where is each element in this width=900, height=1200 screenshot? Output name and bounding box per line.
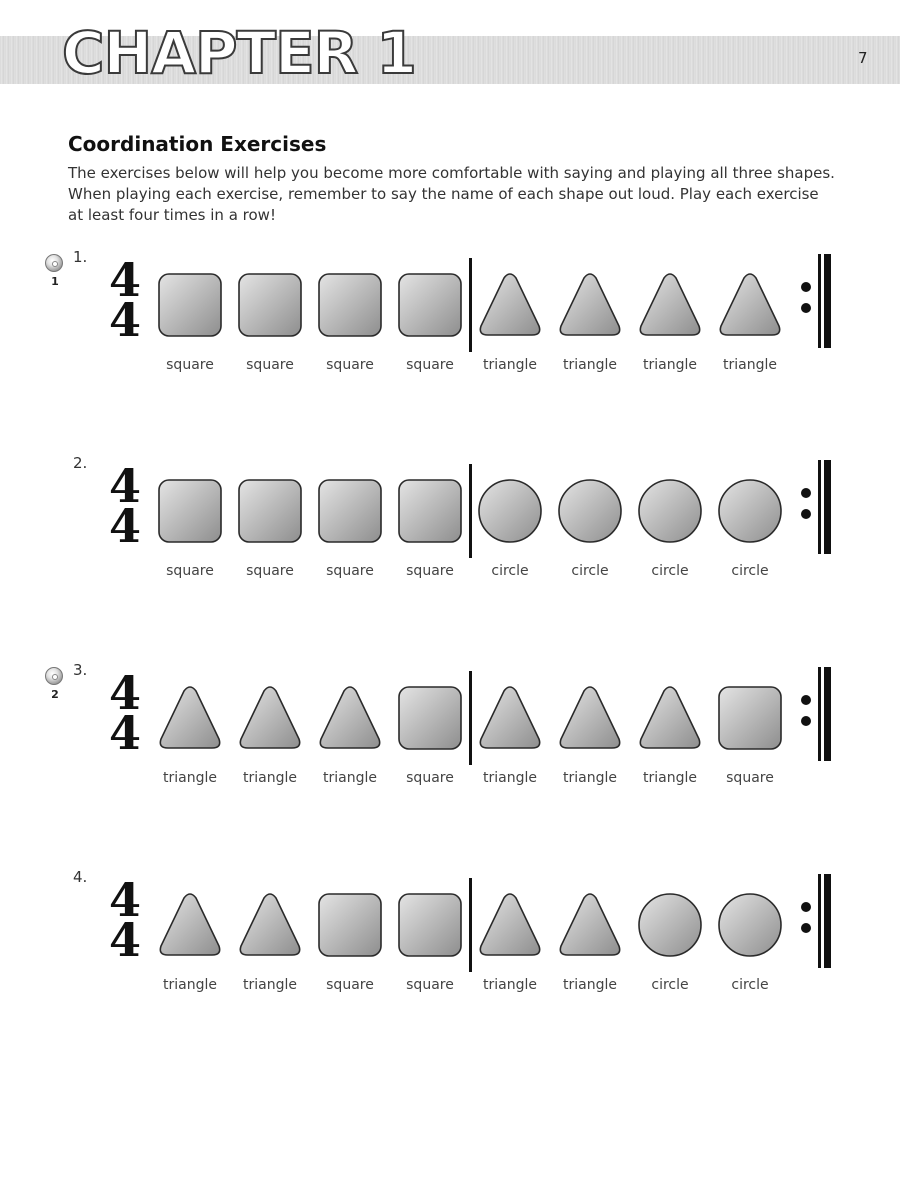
exercise-1 xyxy=(0,246,900,396)
triangle-icon xyxy=(317,685,383,751)
time-signature xyxy=(106,253,144,347)
triangle-shape xyxy=(480,687,539,748)
circle-shape xyxy=(479,480,541,542)
beat-label: triangle xyxy=(643,357,697,373)
triangle-shape xyxy=(640,687,699,748)
square-icon xyxy=(397,892,463,958)
beat-label: square xyxy=(406,977,454,993)
time-signature-bottom: 4 xyxy=(108,499,141,553)
triangle-shape xyxy=(560,894,619,955)
beat-label: square xyxy=(166,563,214,579)
triangle-icon xyxy=(157,685,223,751)
beat-label: circle xyxy=(571,563,609,579)
exercise-4 xyxy=(0,866,900,1016)
repeat-barline-thick xyxy=(824,667,831,761)
intro-paragraph: The exercises below will help you become more comfortable with saying and playing all three shapes. When playing each exercise, remember to say the name of each shape out loud. Play each exercise at least four times in a row! xyxy=(68,164,835,224)
track-number: 2 xyxy=(51,688,59,701)
circle-shape xyxy=(719,894,781,956)
square-icon xyxy=(237,272,303,338)
square-icon xyxy=(317,892,383,958)
square-icon xyxy=(237,478,303,544)
beat-label: square xyxy=(166,357,214,373)
beat-label: square xyxy=(326,563,374,579)
triangle-shape xyxy=(240,894,299,955)
circle-icon xyxy=(717,478,783,544)
bar-line xyxy=(469,671,472,765)
repeat-barline-thick xyxy=(824,874,831,968)
bar-line xyxy=(469,464,472,558)
triangle-shape xyxy=(320,687,379,748)
time-signature-top: 4 xyxy=(108,873,141,927)
beat-label: square xyxy=(326,357,374,373)
time-signature-top: 4 xyxy=(108,253,141,307)
square-shape xyxy=(319,274,381,336)
triangle-shape xyxy=(560,687,619,748)
triangle-icon xyxy=(477,892,543,958)
cd-icon[interactable] xyxy=(45,667,63,685)
triangle-icon xyxy=(717,272,783,338)
circle-icon xyxy=(557,478,623,544)
circle-icon xyxy=(717,892,783,958)
triangle-icon xyxy=(557,685,623,751)
square-shape xyxy=(719,687,781,749)
beat-label: triangle xyxy=(723,357,777,373)
track-number: 1 xyxy=(51,275,59,288)
beat-label: triangle xyxy=(563,770,617,786)
time-signature-bottom: 4 xyxy=(108,706,141,760)
beat-label: square xyxy=(406,770,454,786)
beat-label: triangle xyxy=(643,770,697,786)
square-shape xyxy=(399,687,461,749)
square-shape xyxy=(159,274,221,336)
time-signature xyxy=(106,873,144,967)
cd-icon[interactable] xyxy=(45,254,63,272)
circle-shape xyxy=(719,480,781,542)
triangle-shape xyxy=(560,274,619,335)
circle-icon xyxy=(637,478,703,544)
square-shape xyxy=(399,480,461,542)
triangle-icon xyxy=(557,272,623,338)
square-shape xyxy=(319,480,381,542)
beat-label: square xyxy=(406,563,454,579)
beat-label: square xyxy=(246,563,294,579)
beat-label: circle xyxy=(731,563,769,579)
triangle-shape xyxy=(480,894,539,955)
triangle-shape xyxy=(160,894,219,955)
exercise-3 xyxy=(0,659,900,809)
beat-label: triangle xyxy=(163,977,217,993)
page-number: 7 xyxy=(858,49,868,67)
time-signature-top: 4 xyxy=(108,459,141,513)
time-signature-top: 4 xyxy=(108,666,141,720)
triangle-shape xyxy=(480,274,539,335)
square-icon xyxy=(157,478,223,544)
exercise-number: 4. xyxy=(73,868,88,886)
circle-shape xyxy=(639,480,701,542)
repeat-barline-thick xyxy=(824,254,831,348)
triangle-icon xyxy=(637,685,703,751)
beat-label: triangle xyxy=(563,357,617,373)
beat-label: triangle xyxy=(483,770,537,786)
square-shape xyxy=(319,894,381,956)
circle-shape xyxy=(639,894,701,956)
square-icon xyxy=(397,685,463,751)
repeat-sign-dots xyxy=(801,282,811,332)
square-shape xyxy=(159,480,221,542)
exercise-number: 1. xyxy=(73,248,88,266)
repeat-sign-dots xyxy=(801,488,811,538)
triangle-shape xyxy=(160,687,219,748)
triangle-icon xyxy=(637,272,703,338)
section-title: Coordination Exercises xyxy=(68,132,327,156)
time-signature xyxy=(106,666,144,760)
square-icon xyxy=(317,272,383,338)
beat-label: circle xyxy=(651,977,689,993)
beat-label: triangle xyxy=(323,770,377,786)
square-icon xyxy=(397,478,463,544)
beat-label: circle xyxy=(651,563,689,579)
beat-label: triangle xyxy=(243,977,297,993)
repeat-barline-thick xyxy=(824,460,831,554)
triangle-shape xyxy=(720,274,779,335)
circle-icon xyxy=(637,892,703,958)
square-shape xyxy=(399,274,461,336)
repeat-barline-thin xyxy=(818,874,821,968)
square-icon xyxy=(717,685,783,751)
circle-shape xyxy=(559,480,621,542)
square-icon xyxy=(157,272,223,338)
time-signature-bottom: 4 xyxy=(108,293,141,347)
square-shape xyxy=(399,894,461,956)
beat-label: triangle xyxy=(563,977,617,993)
beat-label: triangle xyxy=(163,770,217,786)
exercise-2 xyxy=(0,452,900,602)
beat-label: triangle xyxy=(483,977,537,993)
chapter-title: CHAPTER 1 xyxy=(62,19,416,87)
repeat-barline-thin xyxy=(818,460,821,554)
beat-label: square xyxy=(406,357,454,373)
bar-line xyxy=(469,258,472,352)
beat-label: square xyxy=(726,770,774,786)
triangle-icon xyxy=(237,892,303,958)
triangle-shape xyxy=(240,687,299,748)
triangle-icon xyxy=(157,892,223,958)
triangle-icon xyxy=(477,272,543,338)
beat-label: circle xyxy=(731,977,769,993)
beat-label: circle xyxy=(491,563,529,579)
repeat-barline-thin xyxy=(818,667,821,761)
square-shape xyxy=(239,480,301,542)
beat-label: triangle xyxy=(243,770,297,786)
repeat-barline-thin xyxy=(818,254,821,348)
time-signature xyxy=(106,459,144,553)
triangle-icon xyxy=(237,685,303,751)
exercise-number: 2. xyxy=(73,454,88,472)
beat-label: square xyxy=(246,357,294,373)
square-icon xyxy=(317,478,383,544)
triangle-shape xyxy=(640,274,699,335)
triangle-icon xyxy=(557,892,623,958)
beat-label: square xyxy=(326,977,374,993)
time-signature-bottom: 4 xyxy=(108,913,141,967)
square-icon xyxy=(397,272,463,338)
circle-icon xyxy=(477,478,543,544)
bar-line xyxy=(469,878,472,972)
repeat-sign-dots xyxy=(801,902,811,952)
square-shape xyxy=(239,274,301,336)
beat-label: triangle xyxy=(483,357,537,373)
repeat-sign-dots xyxy=(801,695,811,745)
triangle-icon xyxy=(477,685,543,751)
exercise-number: 3. xyxy=(73,661,88,679)
